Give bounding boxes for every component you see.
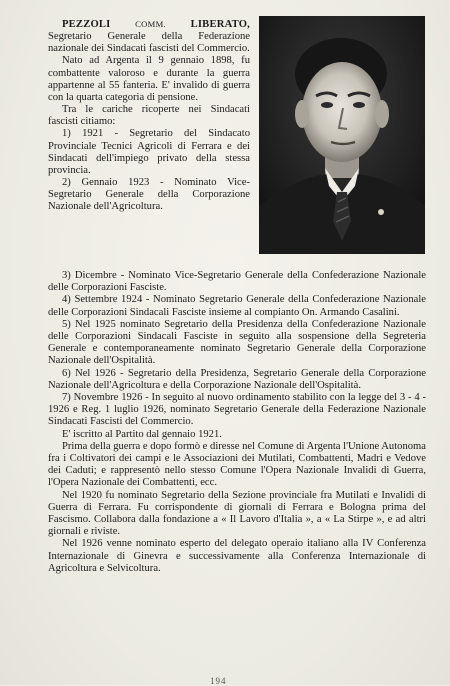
intro-role: Segretario Generale della Federazione nazionale dei Sindacati fascisti del Commercio. [48, 31, 250, 55]
paragraph-party: E' iscritto al Partito dal gennaio 1921. [62, 428, 222, 440]
person-surname: PEZZOLI [62, 19, 111, 30]
paragraph-role-3: 3) Dicembre - Nominato Vice-Segretario Generale della Confederazione Nazionale delle Corporazioni Fasciste. [48, 270, 426, 294]
intro-paragraph [48, 18, 250, 55]
paragraph-role-5: 5) Nel 1925 nominato Segretario della Presidenza della Confederazione Nazionale delle Corporazioni Sindacali Fasciste in seguito alla sospensione della Segreteria Generale e contemporaneamente nominato Segretario Generale della Corporazione Nazionale dell'Ospitalità. [48, 318, 426, 367]
paragraph-role-2: 2) Gennaio 1923 - Nominato Vice-Segretario Generale della Corporazione Nazionale dell'Agricoltura. [48, 177, 250, 213]
portrait-illustration [259, 16, 425, 254]
page-number: 194 [210, 676, 227, 686]
intro-column [48, 18, 250, 214]
paragraph-role-7: 7) Novembre 1926 - In seguito al nuovo ordinamento stabilito con la legge del 3 - 4 - 1926 e Reg. 1 luglio 1926, nominato Segretario Generale della Federazione Nazionale Sindacati Fascisti del Commercio. [48, 392, 426, 428]
paragraph-1926: Nel 1926 venne nominato esperto del delegato operaio italiano alla IV Conferenza Internazionale di Ginevra e successivamente alla Conferenza Internazionale di Agricoltura e Selvicoltura. [48, 538, 426, 574]
body-column [48, 270, 426, 575]
paragraph-argenta: Prima della guerra e dopo formò e diresse nel Comune di Argenta l'Unione Autonoma fra i Coltivatori dei campi e le Associazioni dei Mutilati, Combattenti, Madri e Vedove dei Caduti; e rappresentò nello stesso Comune l'Opera Nazionale Invalidi di Guerra, l'Opera Nazionale dei Combattenti, ecc. [48, 440, 426, 489]
paragraph-role-1: 1) 1921 - Segretario del Sindacato Provinciale Tecnici Agricoli di Ferrara e dei Sindacati dell'impiego privato della stessa provincia. [48, 128, 250, 176]
paragraph-role-4: 4) Settembre 1924 - Nominato Segretario Generale della Confederazione Nazionale delle Corporazioni Sindacali Fasciste insieme al compianto On. Armando Casalini. [48, 294, 426, 318]
person-first-name: LIBERATO, [190, 19, 250, 30]
paragraph-birth: Nato ad Argenta il 9 gennaio 1898, fu combattente valoroso e durante la guerra appartenne al 55 fanteria. E' invalido di guerra con la quarta categoria di pensione. [48, 55, 250, 103]
paragraph-roles-intro: Tra le cariche ricoperte nei Sindacati fascisti citiamo: [48, 104, 250, 128]
paragraph-role-6: 6) Nel 1926 - Segretario della Presidenza, Segretario Generale della Corporazione Nazionale dell'Agricoltura e della Corporazione Nazionale dell'Ospitalità. [48, 367, 426, 391]
portrait-photo [259, 16, 425, 254]
honorific: COMM. [135, 19, 166, 29]
paragraph-1920: Nel 1920 fu nominato Segretario della Sezione provinciale fra Mutilati e Invalidi di Guerra di Ferrara. Fu corrispondente di giornali di Ferrara e Bologna prima del Fascismo. Collabora dalla fondazione a « Il Lavoro d'Italia », a « La Stirpe », e ad altri giornali e riviste. [48, 489, 426, 538]
